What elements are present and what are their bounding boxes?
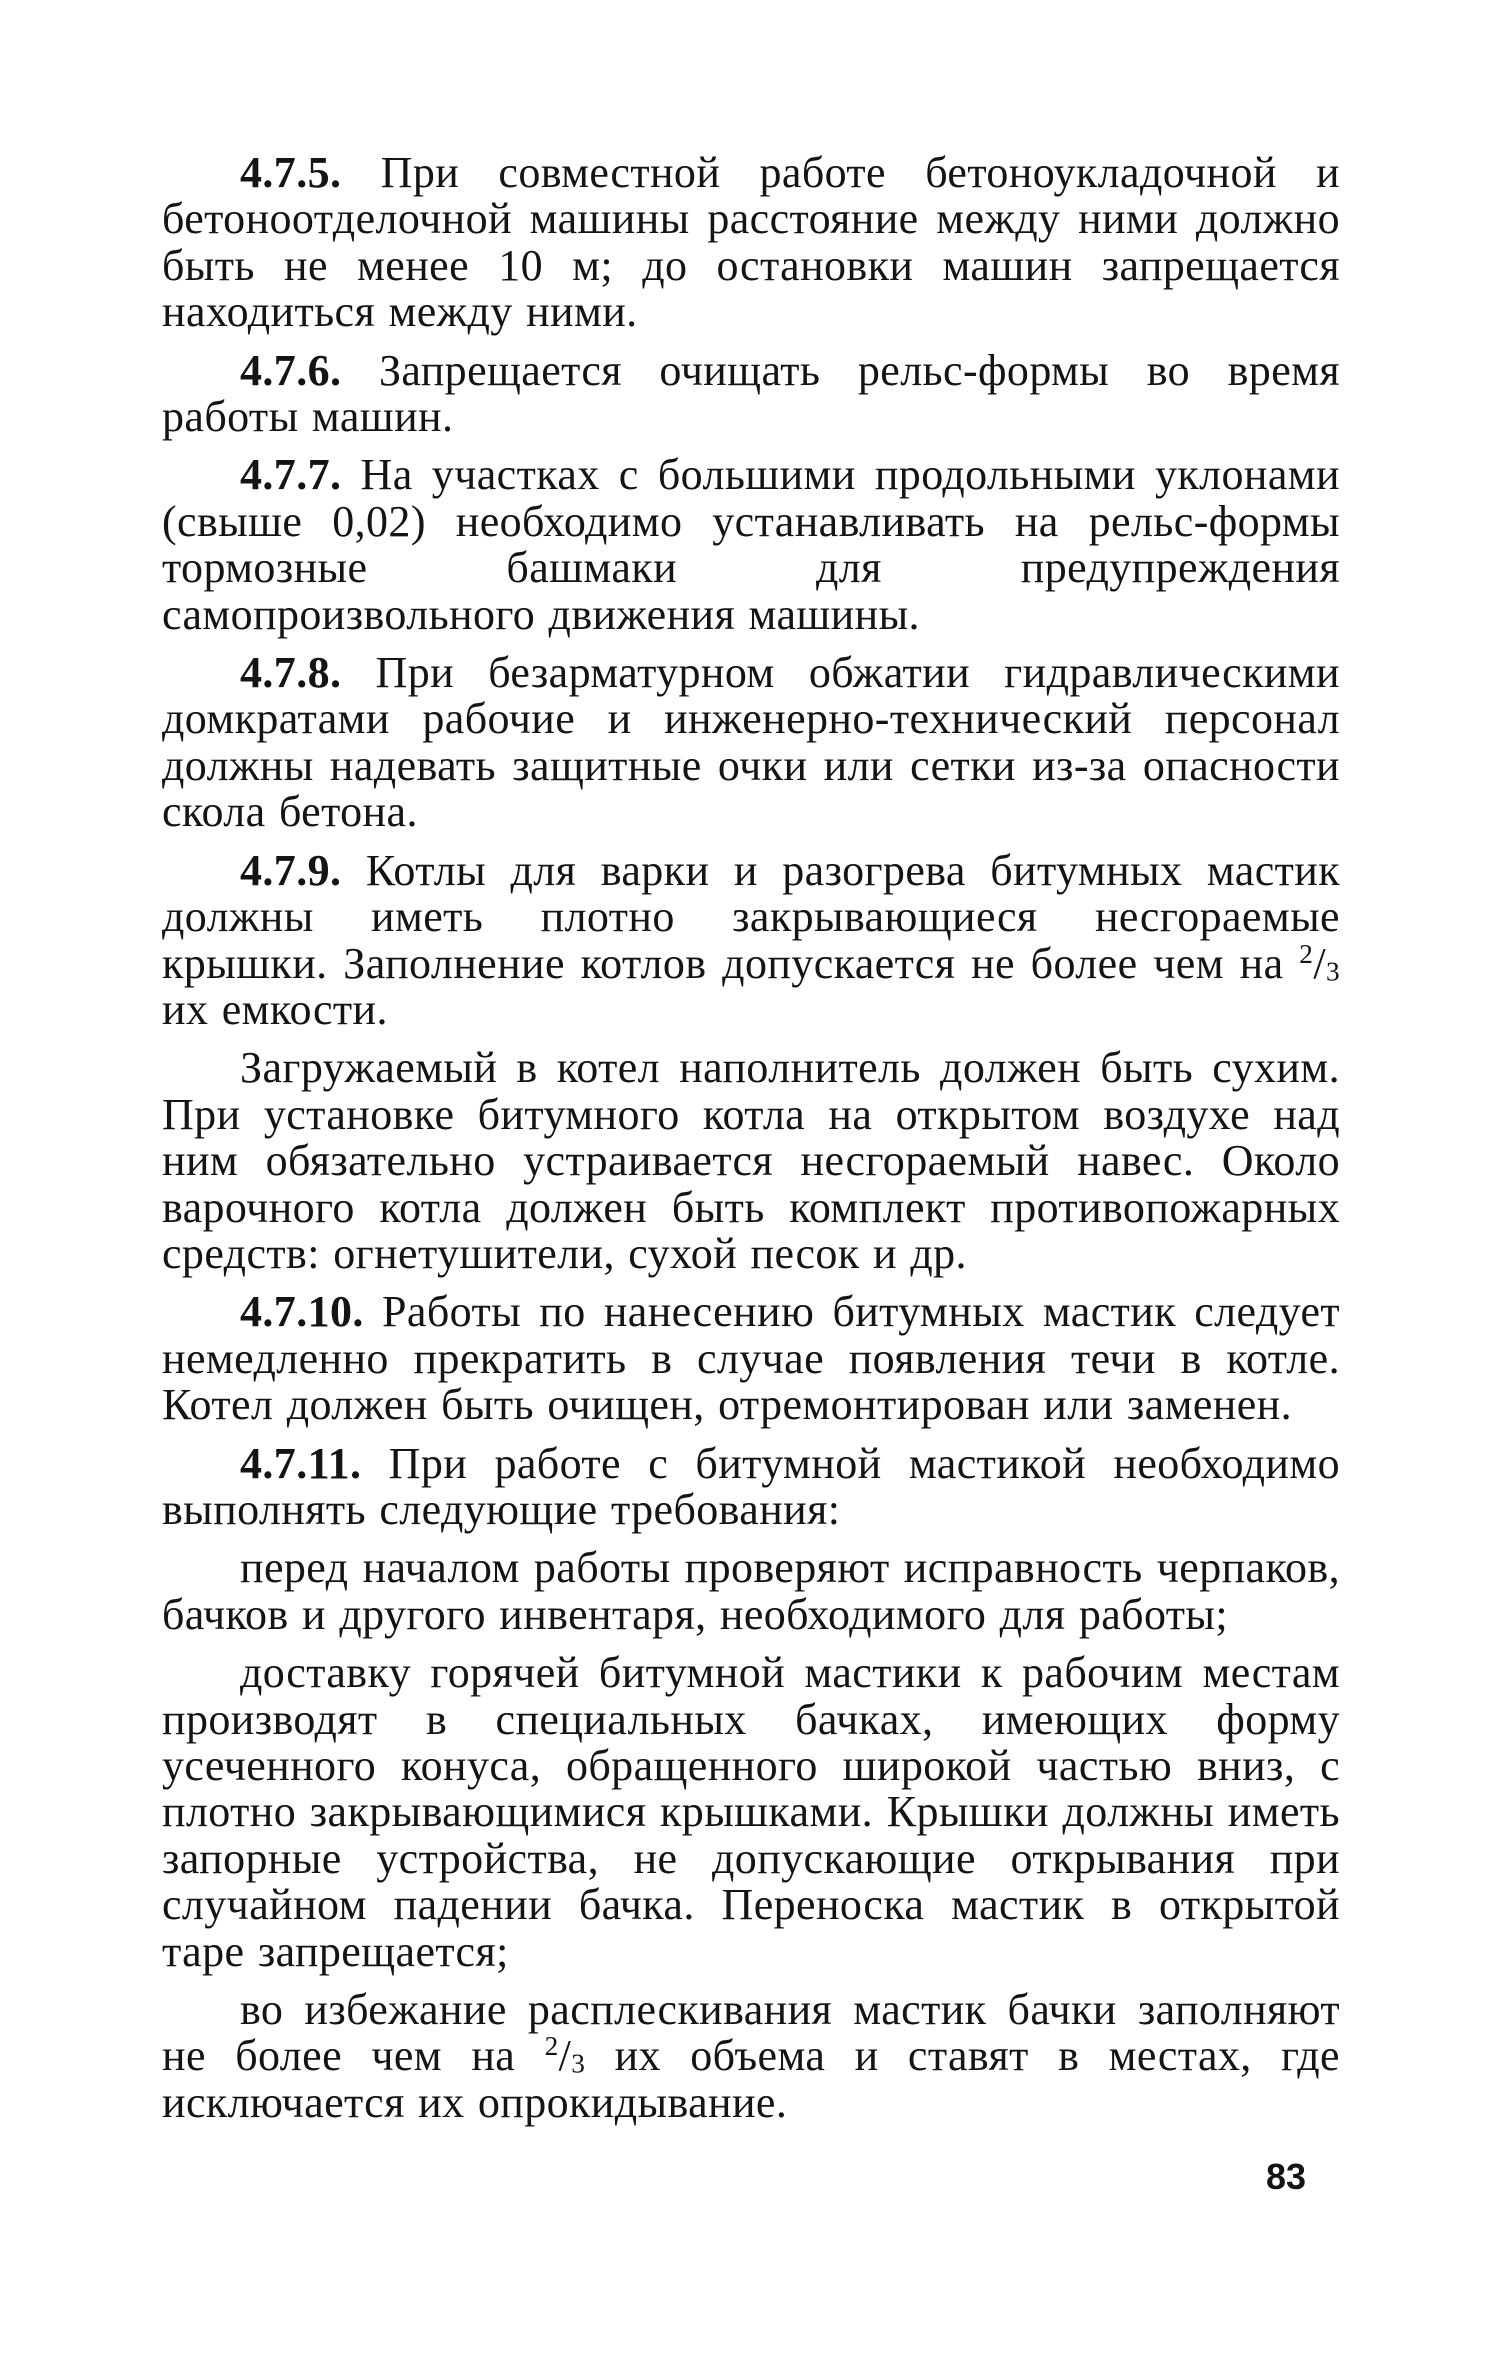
paragraph-4-7-11 bbox=[162, 1438, 1340, 1534]
requirement-item-delivery bbox=[162, 1650, 1340, 1975]
paragraph-text: На участках с большими продольными уклонами (свыше 0,02) необходимо устанавливать на рельс-формы тормозные башмаки для предупреждения самопроизвольного движения машины. bbox=[162, 450, 1340, 639]
paragraph-text: их объема и ставят в местах, где исключается их опрокидывание. bbox=[162, 2031, 1340, 2127]
paragraph-4-7-10 bbox=[162, 1289, 1340, 1428]
fraction-two-thirds: $^2/_3$ bbox=[1299, 938, 1340, 988]
clause-number: 4.7.10. bbox=[240, 1287, 364, 1337]
paragraph-text: их емкости. bbox=[162, 984, 388, 1034]
paragraph-4-7-7 bbox=[162, 452, 1340, 638]
clause-number: 4.7.11. bbox=[240, 1438, 362, 1488]
fraction-denominator: 3 bbox=[571, 2049, 586, 2080]
paragraph-text: во избежание расплескивания мастик бачки заполняют не более чем на bbox=[162, 1985, 1340, 2081]
requirement-item-inspection bbox=[162, 1545, 1340, 1638]
paragraph-text: При работе с битумной мастикой необходимо выполнять следующие требования: bbox=[162, 1438, 1340, 1534]
paragraph-4-7-8 bbox=[162, 650, 1340, 836]
clause-number: 4.7.8. bbox=[240, 648, 342, 698]
paragraph-text: перед началом работы проверяют исправность черпаков, бачков и другого инвентаря, необходимого для работы; bbox=[162, 1543, 1340, 1639]
paragraph-text: При совместной работе бетоноукладочной и бетоноотделочной машины расстояние между ними должно быть не менее 10 м; до остановки машин запрещается находиться между ними. bbox=[162, 148, 1340, 337]
clause-number: 4.7.7. bbox=[240, 450, 342, 500]
paragraph-text: При безарматурном обжатии гидравлическими домкратами рабочие и инженерно-технический персонал должны надевать защитные очки или сетки из-за опасности скола бетона. bbox=[162, 648, 1340, 837]
paragraph-4-7-6 bbox=[162, 345, 1340, 442]
paragraph-text: Запрещается очищать рельс-формы во время работы машин. bbox=[162, 345, 1340, 442]
fraction-denominator: 3 bbox=[1325, 956, 1340, 987]
clause-number: 4.7.6. bbox=[240, 345, 342, 395]
paragraph-text: Работы по нанесению битумных мастик следует немедленно прекратить в случае появления течи в котле. Котел должен быть очищен, отремонтирован или заменен. bbox=[162, 1287, 1340, 1430]
paragraph-4-7-9 bbox=[162, 845, 1340, 1034]
paragraph-filler-requirements bbox=[162, 1045, 1340, 1277]
fraction-two-thirds: $^2/_3$ bbox=[544, 2031, 586, 2081]
page-body bbox=[162, 150, 1340, 2138]
fraction-numerator: 2 bbox=[544, 2031, 559, 2062]
clause-number: 4.7.9. bbox=[240, 845, 342, 895]
paragraph-text: доставку горячей битумной мастики к рабочим местам производят в специальных бачках, имеющих форму усеченного конуса, обращенного широкой частью вниз, с плотно закрывающимися крышками. Крышки должны иметь запорные устройства, не допускающие открывания при случайном падении бачка. Переноска мастик в открытой таре запрещается; bbox=[162, 1648, 1340, 1976]
clause-number: 4.7.5. bbox=[240, 148, 342, 197]
page-number: 83 bbox=[1266, 2156, 1307, 2197]
fraction-numerator: 2 bbox=[1299, 938, 1314, 969]
requirement-item-splashing bbox=[162, 1987, 1340, 2126]
paragraph-4-7-5 bbox=[162, 150, 1340, 336]
paragraph-text: Котлы для варки и разогрева битумных мастик должны иметь плотно закрывающиеся несгораемые крышки. Заполнение котлов допускается не более чем на bbox=[162, 845, 1340, 988]
paragraph-text: Загружаемый в котел наполнитель должен быть сухим. При установке битумного котла на открытом воздухе над ним обязательно устраивается несгораемый навес. Около варочного котла должен быть комплект противопожарных средств: огнетушители, сухой песок и др. bbox=[162, 1043, 1340, 1278]
